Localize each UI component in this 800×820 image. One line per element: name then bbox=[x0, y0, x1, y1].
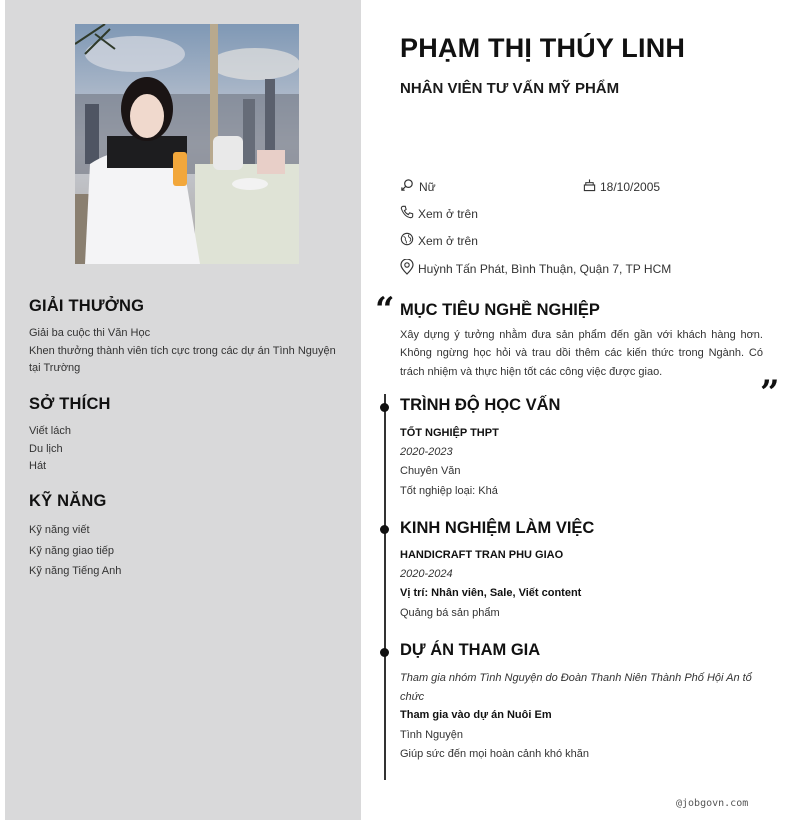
award-item: Khen thưởng thành viên tích cực trong các dự án Tình Nguyện tại Trường bbox=[29, 344, 336, 374]
education-entry bbox=[400, 424, 770, 501]
skills-title: KỸ NĂNG bbox=[29, 492, 107, 510]
education-title: TRÌNH ĐỘ HỌC VẤN bbox=[400, 396, 561, 414]
awards-section bbox=[29, 297, 349, 378]
gender-icon bbox=[400, 178, 419, 196]
objective-text: Xây dựng ý tưởng nhằm đưa sản phẩm đến gần với khách hàng hơn. Không ngừng học hỏi và trau dồi thêm các kiến thức trong Ngành. Có trách nhiệm và thực hiện tốt các công việc được giao. bbox=[400, 329, 763, 378]
birthdate-info bbox=[583, 178, 660, 195]
phone-value: Xem ở trên bbox=[418, 206, 478, 221]
close-quote-icon: ” bbox=[760, 373, 780, 413]
experience-title: KINH NGHIỆM LÀM VIỆC bbox=[400, 519, 595, 537]
candidate-name: PHẠM THỊ THÚY LINH bbox=[400, 33, 686, 63]
birthday-cake-icon bbox=[583, 178, 600, 195]
hobby-item: Hát bbox=[29, 460, 47, 472]
award-item: Giải ba cuộc thi Văn Học bbox=[29, 327, 151, 339]
birthdate-value: 18/10/2005 bbox=[600, 179, 661, 194]
skills-section bbox=[29, 492, 349, 582]
gender-value: Nữ bbox=[419, 180, 436, 194]
skill-item: Kỹ năng giao tiếp bbox=[29, 544, 115, 557]
gender-info bbox=[400, 178, 436, 196]
email-value: Xem ở trên bbox=[418, 233, 478, 248]
experience-description: Quảng bá sản phẩm bbox=[400, 606, 500, 619]
job-title: NHÂN VIÊN TƯ VẤN MỸ PHẨM bbox=[400, 80, 620, 97]
address-info bbox=[400, 259, 671, 278]
experience-period: 2020-2024 bbox=[400, 568, 453, 580]
experience-position: Vị trí: Nhân viên, Sale, Viết content bbox=[400, 587, 582, 599]
hobbies-title: SỞ THÍCH bbox=[29, 395, 111, 413]
timeline-dot bbox=[380, 648, 389, 657]
address-value: Huỳnh Tấn Phát, Bình Thuận, Quận 7, TP HCM bbox=[418, 261, 672, 276]
phone-info[interactable] bbox=[400, 205, 478, 222]
profile-photo bbox=[75, 24, 299, 264]
hobbies-section bbox=[29, 395, 349, 476]
education-result: Tốt nghiệp loại: Khá bbox=[400, 484, 498, 497]
projects-entry bbox=[400, 669, 765, 765]
project-type: Tình Nguyện bbox=[400, 728, 463, 741]
hobby-item: Viết lách bbox=[29, 425, 71, 437]
project-item: Tham gia nhóm Tình Nguyện do Đoàn Thanh Niên Thành Phố Hội An tổ chức bbox=[400, 672, 752, 703]
project-description: Giúp sức đến mọi hoàn cảnh khó khăn bbox=[400, 748, 589, 760]
awards-title: GIẢI THƯỞNG bbox=[29, 297, 145, 315]
open-quote-icon: “ bbox=[375, 290, 395, 330]
hobby-item: Du lịch bbox=[29, 442, 63, 455]
projects-title: DỰ ÁN THAM GIA bbox=[400, 641, 541, 659]
education-school: TỐT NGHIỆP THPT bbox=[400, 427, 499, 439]
timeline-line bbox=[384, 394, 386, 780]
footer-watermark: @jobgovn.com bbox=[676, 798, 749, 809]
timeline-dot bbox=[380, 525, 389, 534]
education-major: Chuyên Văn bbox=[400, 465, 461, 477]
project-title: Tham gia vào dự án Nuôi Em bbox=[400, 709, 552, 721]
skill-item: Kỹ năng Tiếng Anh bbox=[29, 565, 122, 577]
skill-item: Kỹ năng viết bbox=[29, 524, 90, 536]
phone-icon bbox=[400, 205, 418, 222]
experience-entry bbox=[400, 546, 770, 623]
globe-icon bbox=[400, 232, 418, 249]
experience-company: HANDICRAFT TRAN PHU GIAO bbox=[400, 549, 564, 561]
email-info[interactable] bbox=[400, 232, 478, 249]
objective-title: MỤC TIÊU NGHỀ NGHIỆP bbox=[400, 301, 600, 319]
location-pin-icon bbox=[400, 259, 418, 278]
education-period: 2020-2023 bbox=[400, 446, 453, 458]
timeline-dot bbox=[380, 403, 389, 412]
